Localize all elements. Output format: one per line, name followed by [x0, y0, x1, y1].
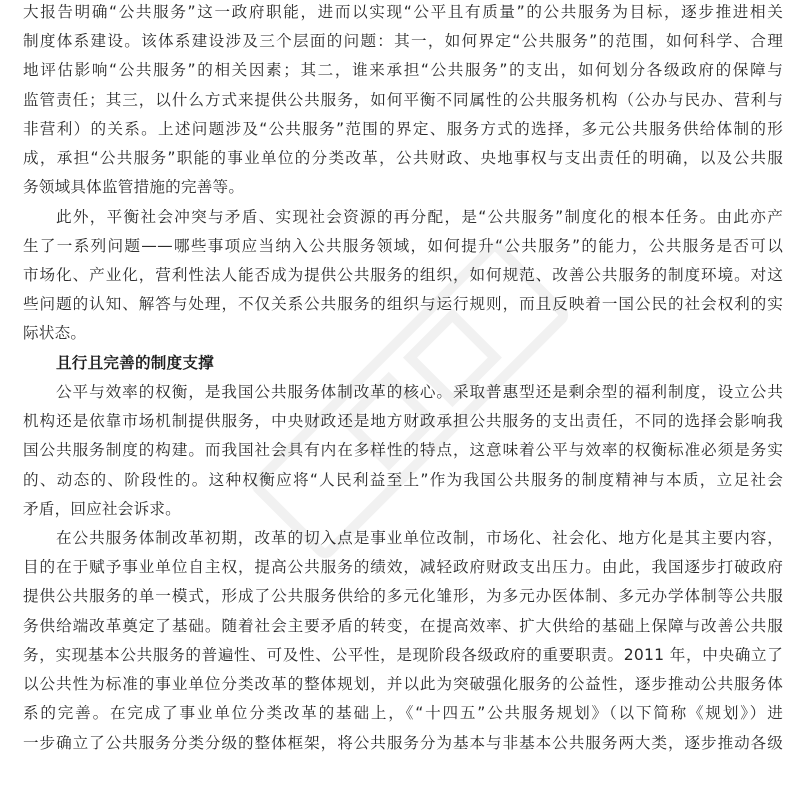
text-line: 务，实现基本公共服务的普遍性、可及性、公平性，是现阶段各级政府的重要职责。2011 年，中央确立了: [23, 645, 783, 664]
text-line: 成，承担“公共服务”职能的事业单位的分类改革，公共财政、央地事权与支出责任的明确，以及公共服: [23, 149, 783, 168]
text-line: 务供给端改革奠定了基础。随着社会主要矛盾的转变，在提高效率、扩大供给的基础上保障与改善公共服: [23, 616, 783, 635]
text-line: 一步确立了公共服务分类分级的整体框架，将公共服务分为基本与非基本公共服务两大类，逐步推动各级: [23, 733, 783, 752]
text-line: 非营利）的关系。上述问题涉及“公共服务”范围的界定、服务方式的选择，多元公共服务供给体制的形: [23, 119, 783, 138]
section-heading: 且行且完善的制度支撑: [56, 353, 214, 372]
text-line: 目的在于赋予事业单位自主权，提高公共服务的绩效，减轻政府财政支出压力。由此，我国逐步打破政府: [23, 558, 783, 577]
text-line: 以公共性为标准的事业单位分类改革的整体规划，并以此为突破强化服务的公益性，逐步推动公共服务体: [23, 675, 783, 694]
text-line: 公平与效率的权衡，是我国公共服务体制改革的核心。采取普惠型还是剩余型的福利制度，设立公共: [56, 382, 783, 401]
text-line: 此外，平衡社会冲突与矛盾、实现社会资源的再分配，是“公共服务”制度化的根本任务。由此亦产: [56, 207, 783, 226]
text-line: 机构还是依靠市场机制提供服务，中央财政还是地方财政承担公共服务的支出责任，不同的选择会影响我: [23, 412, 783, 431]
text-line: 际状态。: [23, 324, 87, 343]
text-line: 市场化、产业化，营利性法人能否成为提供公共服务的组织，如何规范、改善公共服务的制度环境。对这: [23, 265, 783, 284]
text-line: 生了一系列问题——哪些事项应当纳入公共服务领域，如何提升“公共服务”的能力，公共服务是否可以: [23, 236, 783, 255]
text-line: 的、动态的、阶段性的。这种权衡应将“人民利益至上”作为我国公共服务的制度精神与本质，立足社会: [23, 470, 783, 489]
text-line: 地评估影响“公共服务”的相关因素；其二，谁来承担“公共服务”的支出，如何划分各级政府的保障与: [23, 61, 783, 80]
text-line: 国公共服务制度的构建。而我国社会具有内在多样性的特点，这意味着公平与效率的权衡标准必须是务实: [23, 441, 783, 460]
text-line: 系的完善。在完成了事业单位分类改革的基础上，《“十四五”公共服务规划》（以下简称《规划》）进: [23, 704, 783, 723]
text-line: 务领域具体监管措施的完善等。: [23, 178, 245, 197]
text-line: 些问题的认知、解答与处理，不仅关系公共服务的组织与运行规则，而且反映着一国公民的社会权利的实: [23, 295, 783, 314]
text-line: 制度体系建设。该体系建设涉及三个层面的问题：其一，如何界定“公共服务”的范围，如何科学、合理: [23, 32, 783, 51]
text-line: 在公共服务体制改革初期，改革的切入点是事业单位改制，市场化、社会化、地方化是其主要内容，: [56, 528, 783, 547]
text-line: 监管责任；其三，以什么方式来提供公共服务，如何平衡不同属性的公共服务机构（公办与民办、营利与: [23, 90, 783, 109]
text-line: 提供公共服务的单一模式，形成了公共服务供给的多元化雏形，为多元办医体制、多元办学体制等公共服: [23, 587, 783, 606]
text-line: 大报告明确“公共服务”这一政府职能，进而以实现“公平且有质量”的公共服务为目标，逐步推进相关: [23, 3, 783, 21]
text-line: 矛盾，回应社会诉求。: [23, 499, 181, 518]
